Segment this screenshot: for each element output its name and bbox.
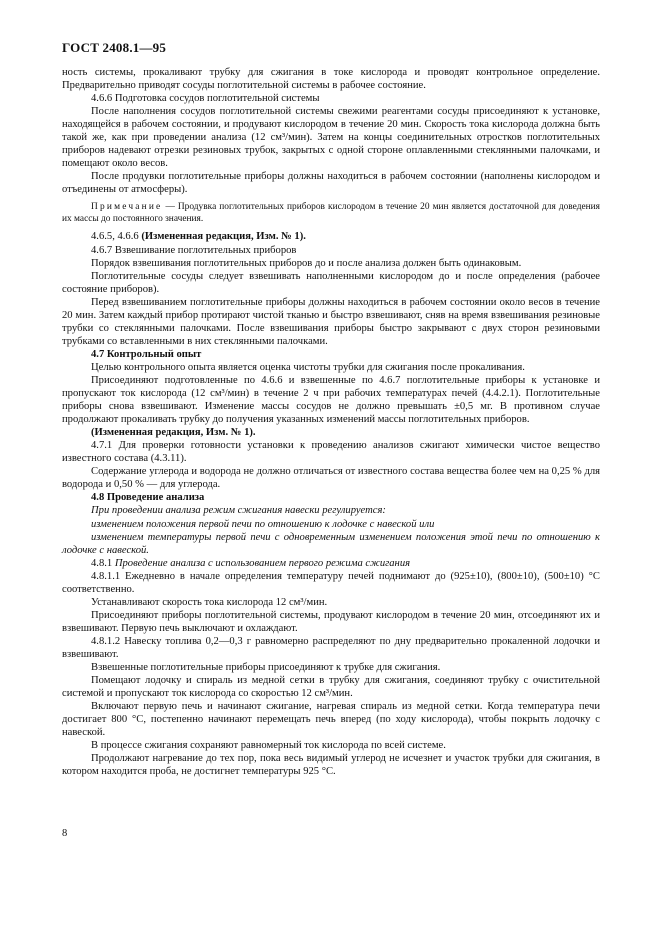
paragraph: Взвешенные поглотительные приборы присоединяют к трубке для сжигания. <box>91 662 441 674</box>
subsection-number: 4.8.1 <box>91 557 115 569</box>
document-body <box>62 66 600 778</box>
paragraph: Целью контрольного опыта является оценка чистоты трубки для сжигания после прокаливания. <box>91 361 525 373</box>
paragraph: После наполнения сосудов поглотительной системы свежими реагентами сосуды присоединяют к установке, находящейся в рабочем состоянии, и продувают кислородом в течение 20 мин. Скорость тока кислорода должна быть такой же, как при проведении анализа (12 см³/мин). Затем на концы соединительных отростков поглотительных приборов надевают отрезки резиновых трубок, закрытых с одной стороне оплавленными стеклянными палочками, и помещают около весов. <box>62 106 600 170</box>
page-number: 8 <box>62 828 68 839</box>
page-header-title: ГОСТ 2408.1—95 <box>62 40 167 55</box>
paragraph: Присоединяют приборы поглотительной системы, продувают кислородом в течение 20 мин, отсоединяют их и взвешивают. Первую печь выключают и охлаждают. <box>62 609 600 634</box>
paragraph: 4.7.1 Для проверки готовности установки к проведению анализов сжигают химически чистое вещество известного состава (4.3.11). <box>62 440 600 465</box>
paragraph: Присоединяют подготовленные по 4.6.6 и взвешенные по 4.6.7 поглотительные приборы к установке и пропускают ток кислорода (12 см³/мин) в течение 2 ч при рабочих температурах печей (4.4.2.1). Поглотительные приборы снова взвешивают. Изменение массы сосудов не должно превышать ±0,5 мг. В противном случае продолжают прокаливать трубку до получения указанных изменений массы поглотительных приборов. <box>62 374 600 426</box>
paragraph: ность системы, прокаливают трубку для сжигания в токе кислорода и проводят контрольное определение. Предварительно приводят сосуды поглотительной системы в рабочее состояние. <box>62 67 600 92</box>
note-text: — Продувка поглотительных приборов кислородом в течение 20 мин является достаточной для доведения их массы до постоянного значения. <box>62 202 600 225</box>
paragraph: Помещают лодочку и спираль из медной сетки в трубку для сжигания, соединяют трубку с очистительной системой и пропускают ток кислорода со скоростью 12 см³/мин. <box>62 675 600 700</box>
paragraph: Содержание углерода и водорода не должно отличаться от известного состава вещества более чем на 0,25 % для водорода и 0,50 % — для углерода. <box>62 466 600 491</box>
paragraph: После продувки поглотительные приборы должны находиться в рабочем состоянии (наполнены кислородом и отъединены от атмосферы). <box>62 171 600 196</box>
section-heading-bold: 4.8 Проведение анализа <box>91 492 205 504</box>
subsection-title: Проведение анализа с использованием первого режима сжигания <box>114 557 411 569</box>
note <box>62 201 600 225</box>
paragraph: Устанавливают скорость тока кислорода 12 см³/мин. <box>91 596 328 608</box>
paragraph: 4.8.1.2 Навеску топлива 0,2—0,3 г равномерно распределяют по дну предварительно прокаленной лодочки и взвешивают. <box>62 635 600 660</box>
italic-paragraph: При проведении анализа режим сжигания навески регулируется: <box>91 505 386 517</box>
paragraph: Продолжают нагревание до тех пор, пока весь видимый углерод не исчезнет и участок трубки для сжигания, в котором находится проба, не достигнет температуры 925 °С. <box>62 753 600 778</box>
paragraph: Включают первую печь и начинают сжигание, нагревая спираль из медной сетки. Когда температура печи достигает 800 °С, постепенно начинают перемещать печь вперед (по ходу кислорода), чтобы покрыть лодочку с навеской. <box>62 701 600 739</box>
paragraph: Поглотительные сосуды следует взвешивать наполненными кислородом до и после определения (рабочее состояние приборов). <box>62 270 600 295</box>
section-heading: 4.6.7 Взвешивание поглотительных приборов <box>91 244 297 256</box>
amendment-line <box>62 230 600 243</box>
amendment-label: (Измененная редакция, Изм. № 1). <box>141 231 306 243</box>
subsection-heading <box>62 557 600 570</box>
italic-paragraph: изменением положения первой печи по отношению к лодочке с навеской или <box>91 518 435 530</box>
paragraph: Перед взвешиванием поглотительные приборы должны находиться в рабочем состоянии около весов в течение 20 мин. Затем каждый прибор протирают чистой тканью и быстро взвешивают, сняв на время взвешивания резиновые трубки со стеклянными палочками. После взвешивания приборы быстро закрывают с двух сторон резиновыми трубками со вставленными в них стеклянными палочками. <box>62 296 600 347</box>
amendment-label: (Измененная редакция, Изм. № 1). <box>91 427 256 439</box>
paragraph: В процессе сжигания сохраняют равномерный ток кислорода по всей системе. <box>91 740 446 752</box>
section-heading: 4.6.6 Подготовка сосудов поглотительной системы <box>91 93 320 105</box>
italic-paragraph: изменением температуры первой печи с одновременным изменением положения этой печи по отношению к лодочке с навеской. <box>62 531 600 556</box>
paragraph: Порядок взвешивания поглотительных приборов до и после анализа должен быть одинаковым. <box>91 257 522 269</box>
section-heading-bold: 4.7 Контрольный опыт <box>91 348 202 360</box>
paragraph: 4.8.1.1 Ежедневно в начале определения температуру печей поднимают до (925±10), (800±10), (500±10) °С соответственно. <box>62 570 600 595</box>
amendment-ref: 4.6.5, 4.6.6 <box>91 231 142 243</box>
note-label: Примечание <box>91 202 163 213</box>
